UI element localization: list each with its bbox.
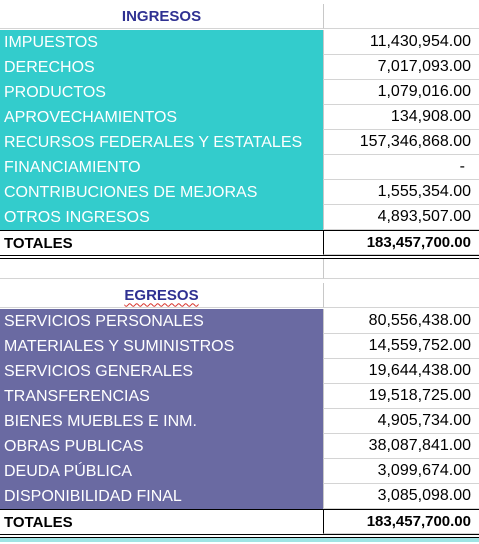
egresos-row-label-cell[interactable] [0,409,323,434]
egresos-row-label: BIENES MUEBLES E INM. [4,412,197,430]
ingresos-row-value[interactable]: 134,908.00 [323,105,479,130]
egresos-row [0,459,479,484]
ingresos-row [0,30,479,55]
ingresos-row-label[interactable]: OTROS INGRESOS [0,205,323,230]
egresos-row-value[interactable]: 19,518,725.00 [323,384,479,409]
ingresos-row-label[interactable]: CONTRIBUCIONES DE MEJORAS [0,180,323,205]
egresos-row-value[interactable]: 19,644,438.00 [323,359,479,384]
egresos-total-label[interactable]: TOTALES [0,509,323,534]
ingresos-header-row [0,4,479,29]
ingresos-row-label[interactable]: DERECHOS [0,55,323,80]
ingresos-row-label[interactable]: PRODUCTOS [0,80,323,105]
egresos-row [0,484,479,509]
empty-cell[interactable] [0,259,323,279]
ingresos-row [0,105,479,130]
egresos-row [0,434,479,459]
ingresos-row-value[interactable]: 1,079,016.00 [323,80,479,105]
egresos-row-value[interactable]: 3,099,674.00 [323,459,479,484]
egresos-row-label[interactable]: MATERIALES Y SUMINISTROS [0,334,323,359]
ingresos-row [0,180,479,205]
ingresos-row [0,80,479,105]
ingresos-total-value[interactable]: 183,457,700.00 [323,230,479,255]
ingresos-row [0,155,479,180]
egresos-header-cell[interactable] [0,283,323,308]
ingresos-row-value[interactable]: 7,017,093.00 [323,55,479,80]
egresos-row-label[interactable]: DEUDA PÚBLICA [0,459,323,484]
ingresos-row-value[interactable]: 1,555,354.00 [323,180,479,205]
egresos-row [0,309,479,334]
empty-row [0,259,479,279]
egresos-total-row [0,509,479,534]
ingresos-row-value[interactable]: - [323,155,479,180]
egresos-header-value-cell[interactable] [323,283,479,308]
ingresos-header-value-cell[interactable] [323,4,479,29]
egresos-row-value[interactable]: 80,556,438.00 [323,309,479,334]
egresos-row [0,384,479,409]
egresos-row-label[interactable]: SERVICIOS PERSONALES [0,309,323,334]
egresos-row-value[interactable]: 14,559,752.00 [323,334,479,359]
egresos-row-value[interactable]: 38,087,841.00 [323,434,479,459]
ingresos-total-label[interactable]: TOTALES [0,230,323,255]
egresos-row-label[interactable]: DISPONIBILIDAD FINAL [0,484,323,509]
egresos-total-value[interactable]: 183,457,700.00 [323,509,479,534]
empty-cell[interactable] [323,259,479,279]
ingresos-header[interactable]: INGRESOS [0,4,323,29]
egresos-row-value[interactable]: 3,085,098.00 [323,484,479,509]
ingresos-row-label[interactable]: IMPUESTOS [0,30,323,55]
egresos-row [0,334,479,359]
egresos-row-label[interactable]: TRANSFERENCIAS [0,384,323,409]
egresos-row-value[interactable]: 4,905,734.00 [323,409,479,434]
ingresos-row [0,205,479,230]
egresos-row [0,409,479,434]
egresos-header: EGRESOS [124,286,199,304]
ingresos-row-label[interactable]: FINANCIAMIENTO [0,155,323,180]
ingresos-row-value[interactable]: 11,430,954.00 [323,30,479,55]
egresos-row [0,359,479,384]
ingresos-row-value[interactable]: 157,346,868.00 [323,130,479,155]
egresos-header-row [0,283,479,308]
ingresos-row-value[interactable]: 4,893,507.00 [323,205,479,230]
egresos-row-label[interactable]: SERVICIOS GENERALES [0,359,323,384]
ingresos-row [0,130,479,155]
ingresos-row [0,55,479,80]
ingresos-row-label[interactable]: APROVECHAMIENTOS [0,105,323,130]
ingresos-row-label[interactable]: RECURSOS FEDERALES Y ESTATALES [0,130,323,155]
ingresos-total-row [0,230,479,255]
teal-border-strip [0,538,479,542]
egresos-row-label[interactable]: OBRAS PUBLICAS [0,434,323,459]
